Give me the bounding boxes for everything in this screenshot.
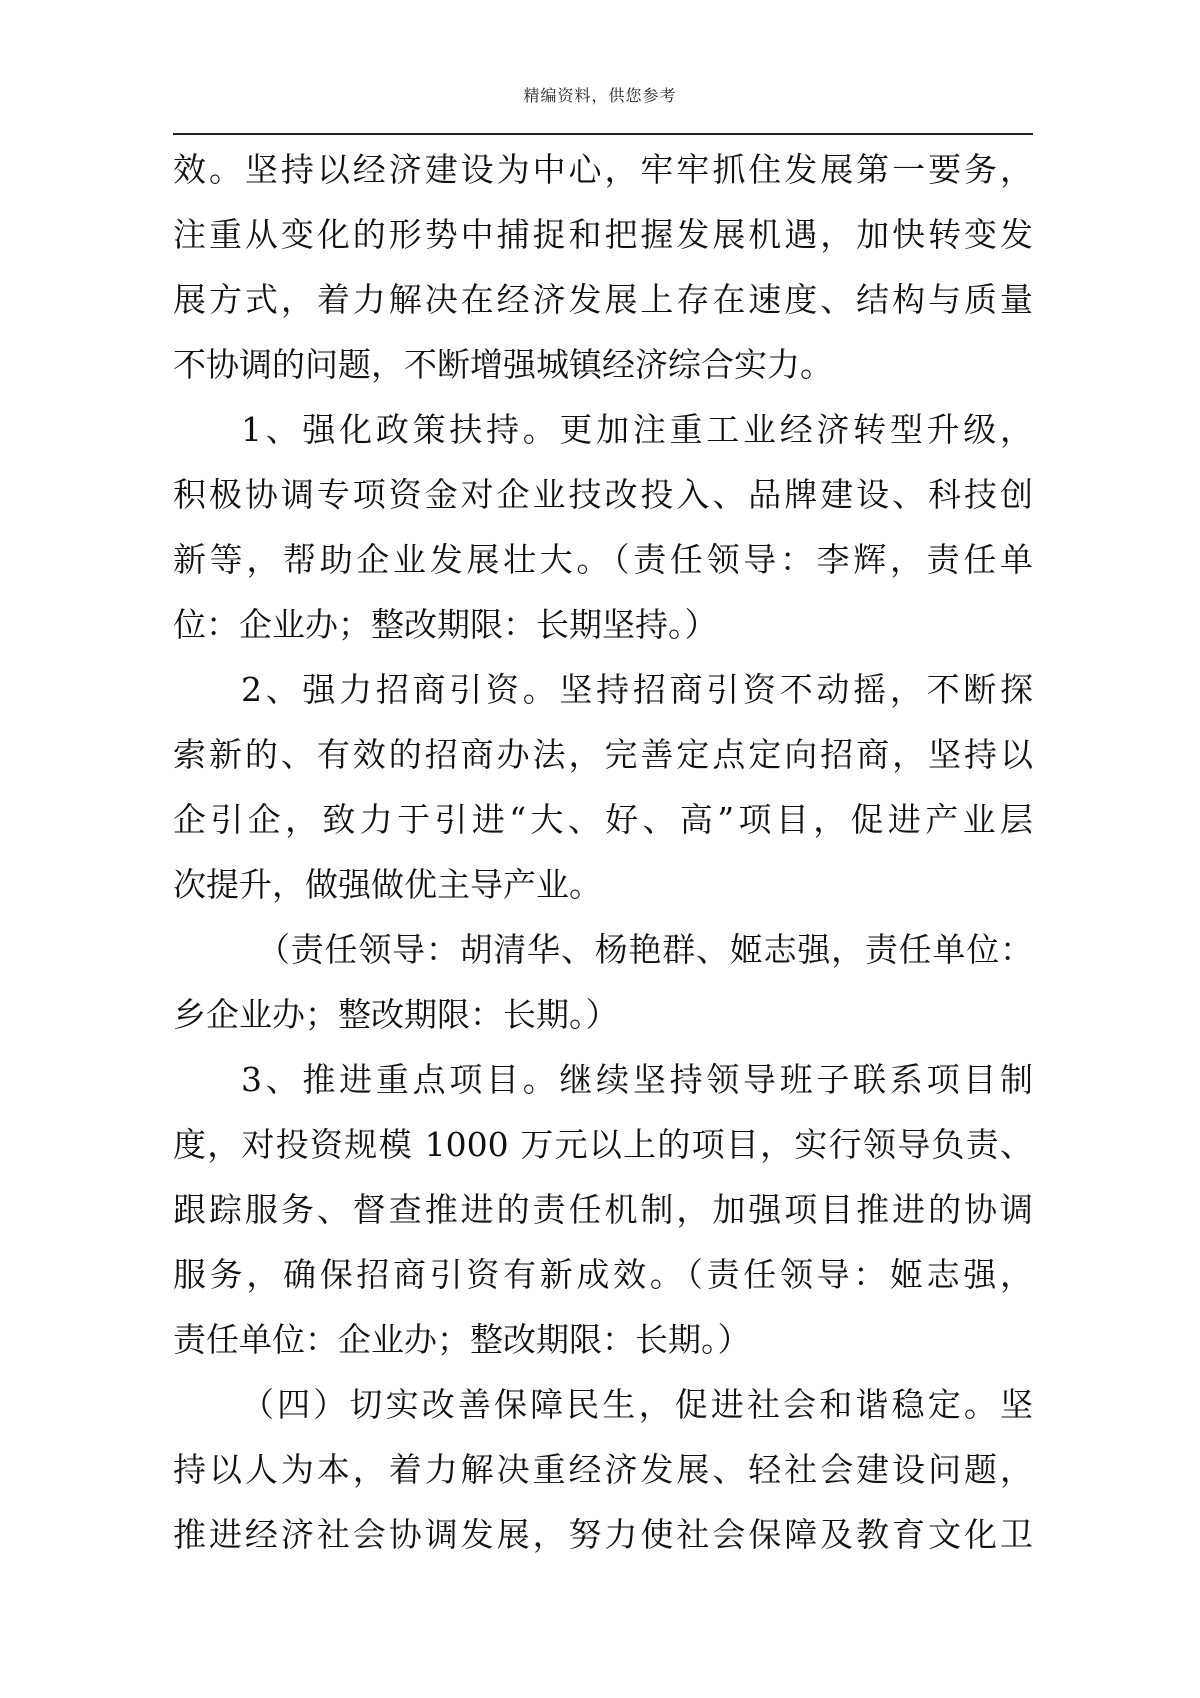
text-line: （四）切实改善保障民生，促进社会和谐稳定。坚	[241, 1385, 1033, 1424]
text-line: 企引企，致力于引进“大、好、高”项目，促进产业层	[173, 800, 1033, 839]
document-body	[173, 137, 1033, 1567]
text-line: 新等，帮助企业发展壮大。（责任领导：李辉，责任单	[173, 540, 1033, 579]
text-line: 1、强化政策扶持。更加注重工业经济转型升级，	[241, 410, 1033, 449]
text-line: 积极协调专项资金对企业技改投入、品牌建设、科技创	[173, 475, 1033, 514]
text-line: （责任领导：胡清华、杨艳群、姬志强，责任单位：	[257, 930, 1033, 969]
text-line: 持以人为本，着力解决重经济发展、轻社会建设问题，	[173, 1450, 1033, 1489]
text-line: 推进经济社会协调发展，努力使社会保障及教育文化卫	[173, 1515, 1033, 1554]
header-divider	[173, 133, 1033, 135]
text-line: 索新的、有效的招商办法，完善定点定向招商，坚持以	[173, 735, 1033, 774]
text-line: 位：企业办；整改期限：长期坚持。）	[173, 605, 718, 644]
text-line: 效。坚持以经济建设为中心，牢牢抓住发展第一要务，	[173, 150, 1033, 189]
paragraph-key-projects	[173, 1047, 1033, 1372]
paragraph-investment-responsibility	[173, 917, 1033, 1047]
text-line: 乡企业办；整改期限：长期。）	[173, 995, 619, 1034]
page-header: 精编资料，供您参考	[523, 86, 677, 105]
text-line: 跟踪服务、督查推进的责任机制，加强项目推进的协调	[173, 1190, 1033, 1229]
paragraph-livelihood	[173, 1372, 1033, 1567]
text-line: 展方式，着力解决在经济发展上存在速度、结构与质量	[173, 280, 1033, 319]
paragraph-economy-intro	[173, 137, 1033, 397]
text-line: 注重从变化的形势中捕捉和把握发展机遇，加快转变发	[173, 215, 1033, 254]
text-line: 不协调的问题，不断增强城镇经济综合实力。	[173, 345, 833, 384]
text-line: 度，对投资规模 1000 万元以上的项目，实行领导负责、	[173, 1125, 1033, 1164]
text-line: 3、推进重点项目。继续坚持领导班子联系项目制	[241, 1060, 1033, 1099]
text-line: 责任单位：企业办；整改期限：长期。）	[173, 1320, 751, 1359]
text-line: 次提升，做强做优主导产业。	[173, 865, 602, 904]
text-line: 服务，确保招商引资有新成效。（责任领导：姬志强，	[173, 1255, 1033, 1294]
text-line: 2、强力招商引资。坚持招商引资不动摇，不断探	[241, 670, 1033, 709]
paragraph-policy-support	[173, 397, 1033, 657]
paragraph-investment	[173, 657, 1033, 917]
